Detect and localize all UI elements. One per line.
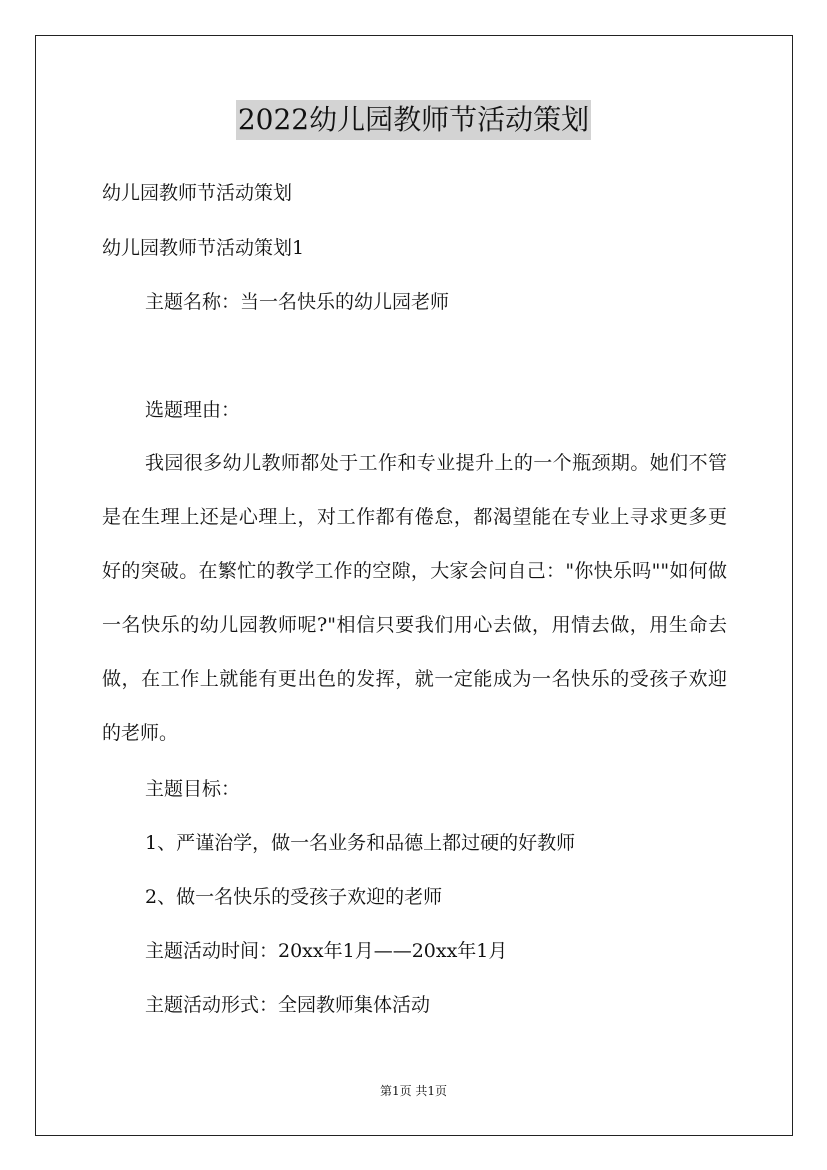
activity-time: 主题活动时间：20xx年1月——20xx年1月: [145, 940, 508, 962]
goal-item-1: 1、严谨治学，做一名业务和品德上都过硬的好教师: [145, 832, 576, 854]
reason-label: 选题理由：: [145, 399, 241, 421]
goal-label: 主题目标：: [145, 778, 241, 800]
section-heading: 幼儿园教师节活动策划1: [102, 237, 305, 259]
activity-form: 主题活动形式：全园教师集体活动: [145, 994, 431, 1016]
theme-name: 主题名称：当一名快乐的幼儿园老师: [145, 291, 450, 313]
title-container: [0, 100, 827, 140]
reason-paragraph: 我园很多幼儿教师都处于工作和专业提升上的一个瓶颈期。她们不管是在生理上还是心理上，对工作都有倦怠，都渴望能在专业上寻求更多更好的突破。在繁忙的教学工作的空隙，大家会问自己："你快乐吗""如何做一名快乐的幼儿园教师呢?"相信只要我们用心去做，用情去做，用生命去做，在工作上就能有更出色的发挥，就一定能成为一名快乐的受孩子欢迎的老师。: [102, 452, 727, 744]
document-heading: 幼儿园教师节活动策划: [102, 182, 293, 204]
goal-item-2: 2、做一名快乐的受孩子欢迎的老师: [145, 886, 443, 908]
document-title: 2022幼儿园教师节活动策划: [236, 100, 591, 140]
page-footer: 第1页 共1页: [379, 1084, 448, 1098]
